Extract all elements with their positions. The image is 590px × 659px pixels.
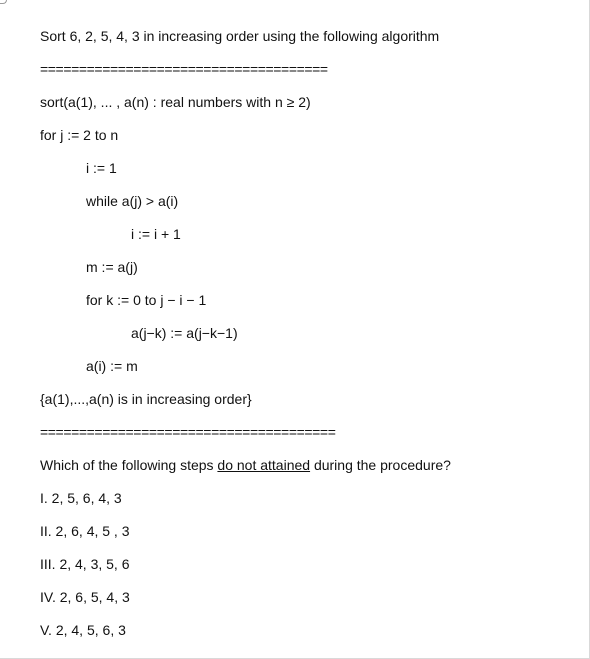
option-4: IV. 2, 6, 5, 4, 3 [40,589,130,605]
algorithm-for-j: for j := 2 to n [40,127,119,143]
algorithm-signature: sort(a(1), ... , a(n) : real numbers with n ≥ 2) [40,94,311,110]
algorithm-i-increment: i := i + 1 [131,226,181,242]
question-ask-after: during the procedure? [310,457,451,473]
algorithm-m-assign: m := a(j) [86,259,138,275]
algorithm-while: while a(j) > a(i) [86,193,179,209]
separator-bottom: ====================================== [40,424,336,440]
algorithm-a-assign: a(i) := m [86,358,138,374]
algorithm-postcondition: {a(1),...,a(n) is in increasing order} [40,391,252,407]
option-2: II. 2, 6, 4, 5 , 3 [40,523,130,539]
option-1: I. 2, 5, 6, 4, 3 [40,490,122,506]
option-5: V. 2, 4, 5, 6, 3 [40,622,126,638]
option-3: III. 2, 4, 3, 5, 6 [40,556,130,572]
question-ask-underlined: do not attained [217,457,311,473]
question-ask-before: Which of the following steps [40,457,218,473]
algorithm-for-k: for k := 0 to j − i − 1 [86,292,207,308]
algorithm-shift: a(j−k) := a(j−k−1) [131,325,238,341]
question-ask [40,457,451,474]
question-prompt: Sort 6, 2, 5, 4, 3 in increasing order using the following algorithm [40,28,440,44]
separator-top: ===================================== [40,61,328,77]
algorithm-i-init: i := 1 [86,160,117,176]
